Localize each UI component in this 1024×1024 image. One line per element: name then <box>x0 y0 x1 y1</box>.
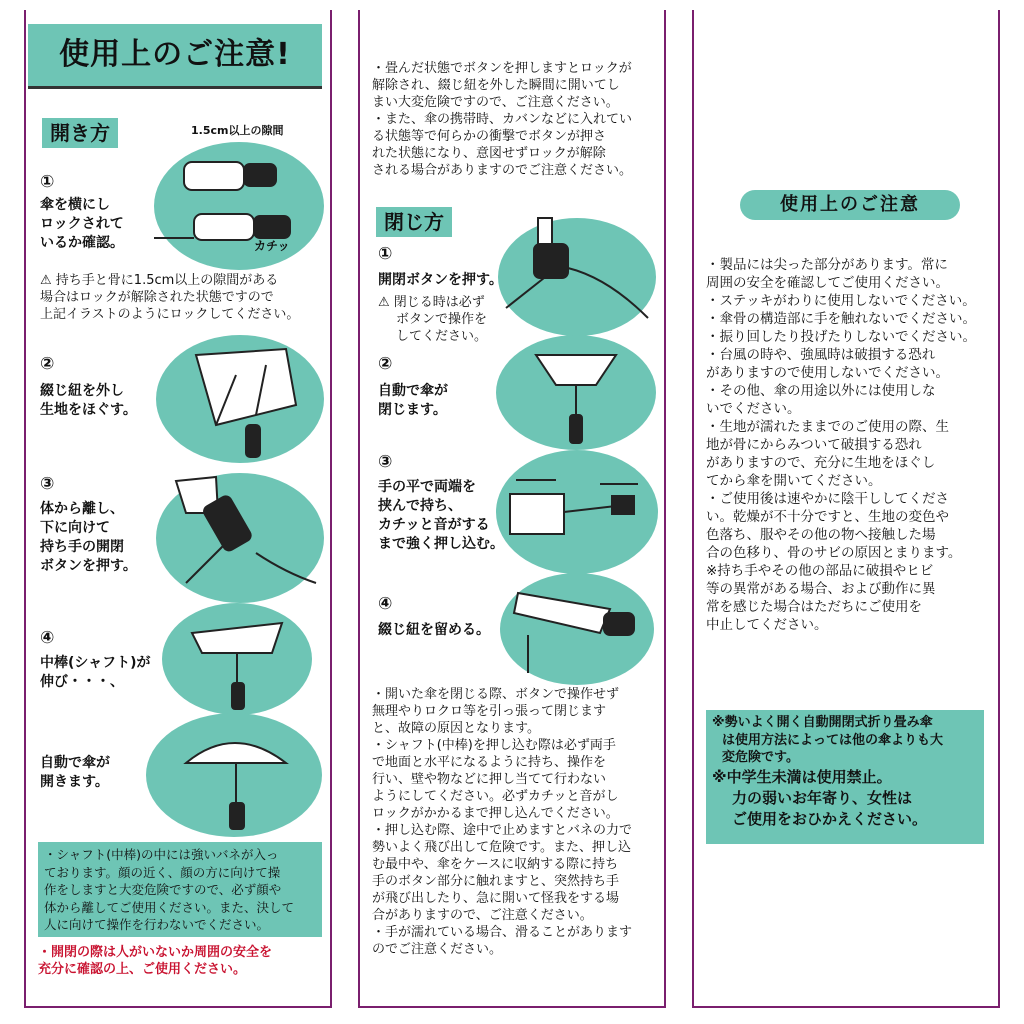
shaft-extends-icon <box>162 603 312 715</box>
open-step3-text: 体から離し、 下に向けて 持ち手の開閉 ボタンを押す。 <box>40 501 137 574</box>
open-step2-text: 綴じ紐を外し 生地をほぐす。 <box>40 383 137 418</box>
push-shaft-icon <box>496 450 658 574</box>
click-label: カチッ <box>254 239 290 253</box>
open-step4-text: 中棒(シャフト)が 伸び・・・、 <box>40 655 151 690</box>
usage-caution-panel <box>692 10 1000 1008</box>
open-spring-note: ・シャフト(中棒)の中には強いバネが入っ ております。顔の近く、顔の方に向けて操 作をしますと大変危険ですので、必ず顔や 体から離してご使用ください。また、決して 人に向けて操作を行わないでください。 <box>38 842 322 937</box>
unfold-fabric-icon <box>156 335 324 463</box>
close-step4-text: 綴じ紐を留める。 <box>378 622 490 638</box>
close-step4-number: ④ <box>378 594 393 614</box>
open-step4-number: ④ <box>40 628 55 648</box>
open-step1-number: ① <box>40 172 55 192</box>
close-step3-number: ③ <box>378 452 393 472</box>
press-button-icon <box>156 473 324 603</box>
open-safety-note: ・開閉の際は人がいないか周囲の安全を 充分に確認の上、ご使用ください。 <box>38 945 273 977</box>
close-step3-text: 手の平で両端を 挟んで持ち、 カチッと音がする まで強く押し込む。 <box>378 479 504 552</box>
close-step1-number: ① <box>378 244 393 264</box>
open-step2-number: ② <box>40 354 55 374</box>
umbrella-open-icon <box>146 713 322 837</box>
closing-instructions-panel <box>358 10 666 1008</box>
caution-warning-box: ※勢いよく開く自動開閉式折り畳み傘 は使用方法によっては他の傘よりも大 変危険です。 ※中学生未満は使用禁止。 力の弱いお年寄り、女性は ご使用をおひかえください。 <box>706 710 984 844</box>
open-step4b-text: 自動で傘が 開きます。 <box>40 755 110 790</box>
umbrella-closing-icon <box>496 335 656 450</box>
open-step3-number: ③ <box>40 474 55 494</box>
caution-heading: 使用上のご注意 <box>740 190 960 220</box>
close-warning1: ⚠ 閉じる時は必ず ボタンで操作を してください。 <box>378 295 488 344</box>
page-title: 使用上のご注意! <box>28 24 322 89</box>
close-top-notes: ・畳んだ状態でボタンを押しますとロックが 解除され、綴じ紐を外した瞬間に開いてし まい大変危険ですので、ご注意ください。 ・また、傘の携帯時、カバンなどに入れてい る状態等で何らかの衝撃でボタンが押さ れた状態になり、意図せずロックが解除 される場合がありますのでご注意ください。 <box>372 61 633 178</box>
close-heading: 閉じ方 <box>376 207 452 237</box>
close-step2-text: 自動で傘が 閉じます。 <box>378 383 448 418</box>
umbrella-lock-check-icon <box>154 142 324 270</box>
warning-icon: ⚠ <box>40 273 56 288</box>
close-step2-number: ② <box>378 354 393 374</box>
press-close-button-icon <box>498 218 656 336</box>
gap-label: 1.5cm以上の隙間 <box>191 124 284 137</box>
open-warning1: ⚠ 持ち手と骨に1.5cm以上の隙間がある 場合はロックが解除された状態ですので 上記イラストのようにロックしてください。 <box>40 273 300 322</box>
caution-list: ・製品には尖った部分があります。常に 周囲の安全を確認してご使用ください。 ・ステッキがわりに使用しないでください。 ・傘骨の構造部に手を触れないでください。 ・振り回したり投げたりしないでください。 ・台風の時や、強風時は破損する恐れ がありますので使用しないでください。 ・その他、傘の用途以外には使用しな いでください。 ・生地が濡れたままでのご使用の際、生 地が骨にからみついて破損する恐れ がありますので、充分に生地をほぐし てから傘を開いてください。 ・ご使用後は速やかに陰干ししてくださ い。乾燥が不十分ですと、生地の変色や 色落ち、服やその他の物へ接触した場 合の色移り、骨のサビの原因とまります。 ※持ち手やその他の部品に破損やヒビ 等の異常がある場合、および動作に異 常を感じた場合はただちにご使用を 中止してください。 <box>706 257 976 633</box>
fasten-strap-icon <box>500 573 654 685</box>
warning-icon: ⚠ <box>378 295 394 310</box>
close-bottom-notes: ・開いた傘を閉じる際、ボタンで操作せず 無理やりロクロ等を引っ張って閉じます と、故障の原因となります。 ・シャフト(中棒)を押し込む際は必ず両手 で地面と水平になるように持ち、操作を 行い、壁や物などに押し当てて行わない ようにしてください。必ずカチッと音がし ロックがかかるまで押し込んでください。 ・押し込む際、途中で止めますとバネの力で 勢いよく飛び出して危険です。また、押し込 む最中や、傘をケースに収納する際に持ち 手のボタン部分に触れますと、突然持ち手 が飛び出したり、急に開いて怪我をする場 合がありますので、ご注意ください。 ・手が濡れている場合、滑ることがあります のでご注意ください。 <box>372 687 633 957</box>
close-step1-text: 開閉ボタンを押す。 <box>378 272 503 288</box>
open-step1-text: 傘を横にし ロックされて いるか確認。 <box>40 197 124 251</box>
open-heading: 開き方 <box>42 118 118 148</box>
opening-instructions-panel <box>24 10 332 1008</box>
